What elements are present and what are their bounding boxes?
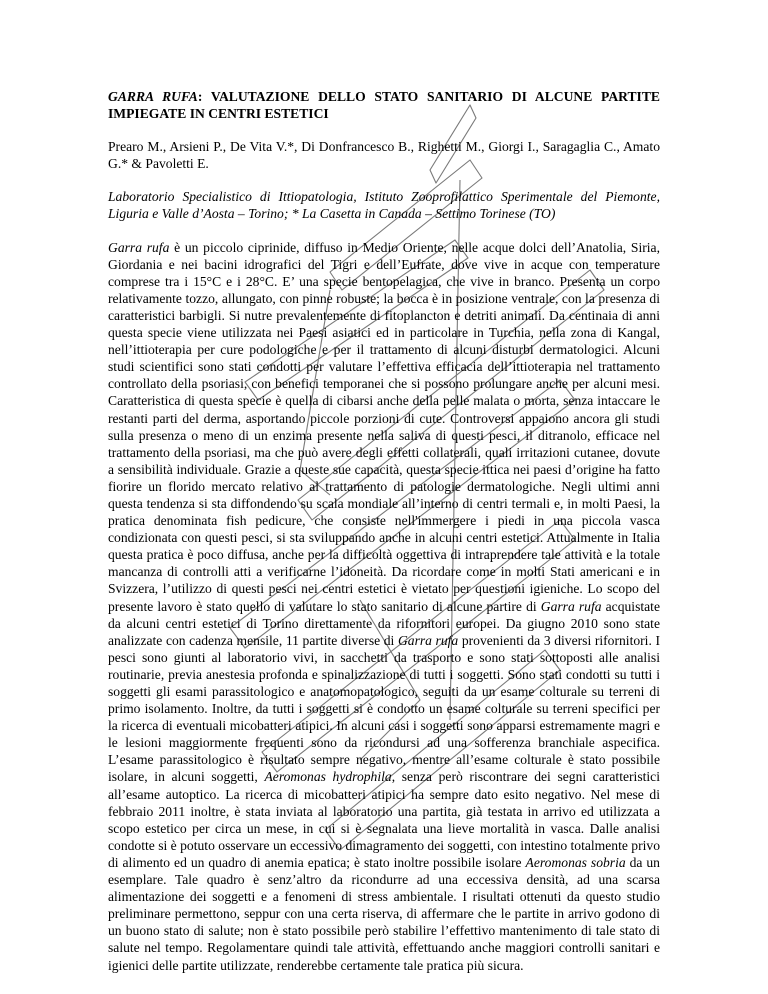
abstract-species-name: Garra rufa: [108, 239, 170, 255]
title-species: GARRA RUFA: [108, 89, 198, 104]
abstract-paragraph: [108, 239, 660, 974]
abstract-bacterium-name: Aeromonas sobria: [525, 854, 626, 870]
abstract-text: acquistate da alcuni centri estetici di Torino direttamente da rifornitori europei. Da giugno 2010 sono state analizzate con cadenza mensile, 11 partite diverse di: [108, 598, 660, 648]
abstract-text: , senza però riscontrare dei segni caratteristici all’esame autoptico. La ricerca di micobatteri atipici ha sempre dato esito negativo. Nel mese di febbraio 2011 inoltre, è stata inviata al laboratorio una partita, già testata in arrivo ed utilizzata a scopo estetico per circa un mese, in cui si è segnalata una lieve mortalità in vasca. Dalle analisi condotte si è potuto osservare un eccessivo dimagramento dei soggetti, con intestino totalmente privo di alimento ed un quadro di anemia epatica; è stato inoltre possibile isolare: [108, 769, 660, 870]
abstract-text: è un piccolo ciprinide, diffuso in Medio Oriente, nelle acque dolci dell’Anatolia, Siria, Giordania e nei bacini idrografici del Tigri e dell’Eufrate, dove vive in acque con temperature comprese tra i 15°C e i 28°C. E’ una specie bentopelagica, che vive in branco. Presenta un corpo relativamente tozzo, allungato, con pinne robuste; la bocca è in posizione ventrale, con la presenza di caratteristici barbigli. Si nutre prevalentemente di fitoplancton e detriti animali. Da centinaia di anni questa specie viene utilizzata nei Paesi asiatici ed in particolare in Turchia, nella zona di Kangal, nell’ittioterapia per cure podologiche e per il trattamento di alcuni disturbi dermatologici. Alcuni studi scientifici sono stati condotti per valutare l’effettiva efficacia dell’ittioterapia nel trattamento controllato della psoriasi, con benefici temporanei che si possono prolungare anche per alcuni mesi. Caratteristica di questa specie è quella di cibarsi anche della pelle malata o morta, senza intaccare le restanti parti del derma, asportando piccole porzioni di cute. Controversi appaiono ancora gli studi sulla presenza o meno di un enzima presente nella saliva di questi pesci, il ditranolo, efficace nel trattamento della psoriasi, ma che può avere degli effetti collaterali, quali irritazioni cutanee, dovute a sensibilità individuale. Grazie a queste sue capacità, questa specie ittica nei paesi d’origine ha fatto fiorire un florido mercato relativo al trattamento di patologie dermatologiche. Negli ultimi anni questa tendenza si sta diffondendo su scala mondiale all’interno di centri termali e, in molti Paesi, la pratica denominata fish pedicure, che consiste nell'immergere i piedi in una piccola vasca condizionata con questi pesci, si sta sviluppando anche in alcuni centri estetici. Attualmente in Italia questa pratica è poco diffusa, anche per la difficoltà oggettiva di intraprendere tale attività e la totale mancanza di controlli atti a verificarne l’idoneità. Da ricordare come in molti Stati americani e in Svizzera, l’utilizzo di questi pesci nei centri estetici è vietato per questioni igieniche. Lo scopo del presente lavoro è stato quello di valutare lo stato sanitario di alcune partire di: [108, 239, 660, 614]
abstract-species-name: Garra rufa: [397, 632, 459, 648]
author-list: Prearo M., Arsieni P., De Vita V.*, Di Donfrancesco B., Righetti M., Giorgi I., Saragaglia C., Amato G.* & Pavoletti E.: [108, 139, 660, 172]
paper-content: [108, 88, 660, 974]
title-text: : VALUTAZIONE DELLO STATO SANITARIO DI ALCUNE PARTITE IMPIEGATE IN CENTRI ESTETICI: [108, 89, 660, 122]
abstract-text: provenienti da 3 diversi rifornitori. I pesci sono giunti al laboratorio vivi, in sacchetti da trasporto e sono stati sottoposti alle analisi routinarie, previa anestesia profonda e spinalizzazione di tutti i soggetti. Sono stati condotti su tutti i soggetti gli esami parassitologico e anatomopatologico, seguiti da un esame colturale su terreni di primo isolamento. Inoltre, da tutti i soggetti si è condotto un esame colturale su terreni specifici per la ricerca di eventuali micobatteri atipici. In alcuni casi i soggetti sono apparsi estremamente magri e le lesioni maggiormente frequenti sono da ricondursi ad una sofferenza branchiale aspecifica. L’esame parassitologico è risultato sempre negativo, mentre all’esame colturale è stato possibile isolare, in alcuni soggetti,: [108, 632, 660, 785]
paper-title: [108, 88, 660, 122]
abstract-species-name: Garra rufa: [540, 598, 602, 614]
abstract-bacterium-name: Aeromonas hydrophila: [264, 769, 392, 785]
affiliation: Laboratorio Specialistico di Ittiopatologia, Istituto Zooprofilattico Sperimentale del Piemonte, Liguria e Valle d’Aosta – Torino; * La Casetta in Canada – Settimo Torinese (TO): [108, 189, 660, 222]
abstract-text: da un esemplare. Tale quadro è senz’altro da ricondurre ad una eccessiva densità, ad una scarsa alimentazione dei soggetti e a fenomeni di stress ambientale. I risultati ottenuti da questo studio preliminare permettono, seppur con una certa riserva, di affermare che le partite in arrivo godono di un buono stato di salute; non è stato possibile però stabilire l’effettivo mantenimento di tale stato di salute nel tempo. Regolamentare quindi tale attività, effettuando anche maggiori controlli sanitari e igienici delle partite utilizzate, renderebbe certamente tale pratica più sicura.: [108, 854, 660, 973]
